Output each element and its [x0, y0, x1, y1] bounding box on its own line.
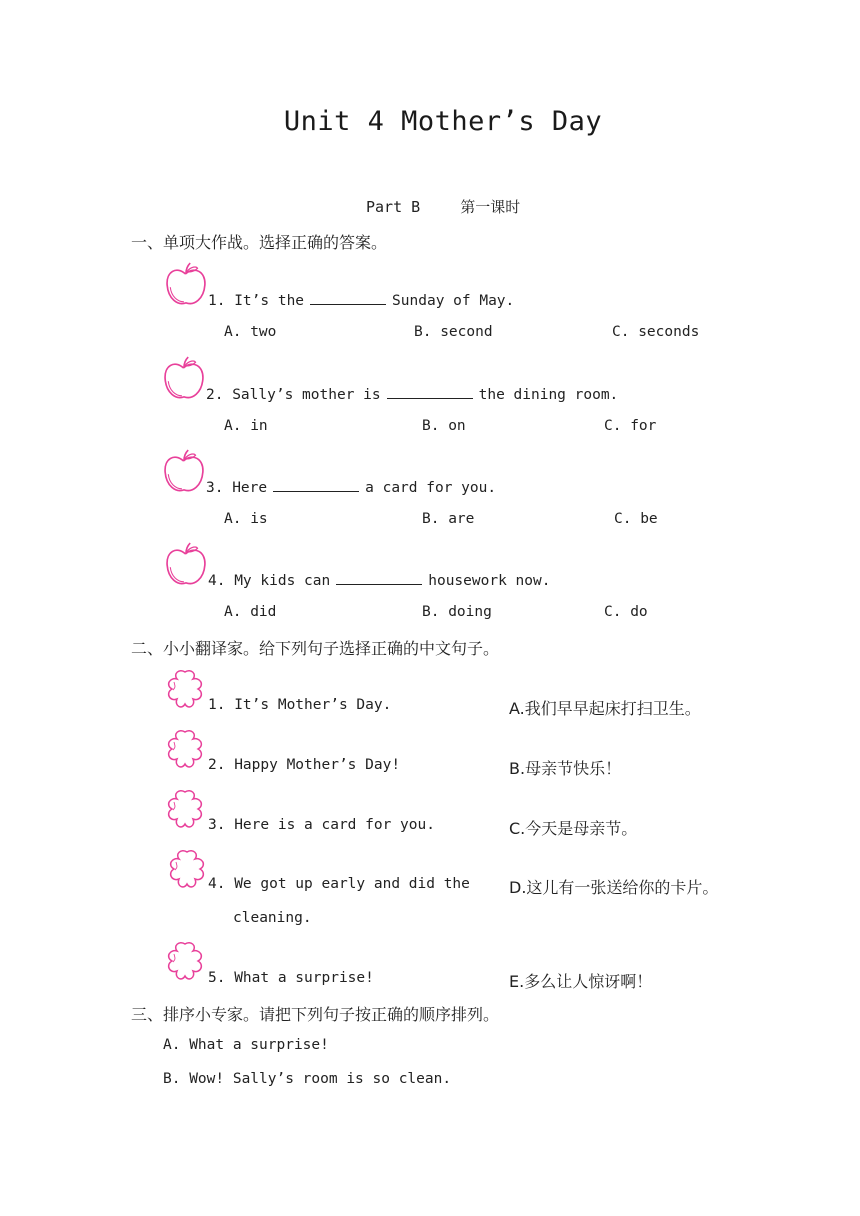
question-text-after: a card for you. — [365, 480, 497, 496]
option-a[interactable]: A. is — [224, 511, 268, 527]
answer-blank[interactable] — [387, 384, 473, 399]
question-1 — [208, 290, 514, 309]
order-item-a: A. What a surprise! — [163, 1037, 329, 1053]
question-number: 3. — [206, 480, 224, 496]
option-a[interactable]: A. in — [224, 418, 268, 434]
question-2 — [206, 384, 618, 403]
question-text-before: Here — [232, 480, 268, 496]
answer-blank[interactable] — [310, 290, 386, 305]
apple-icon — [162, 449, 206, 493]
page-title: Unit 4 Mother’s Day — [283, 106, 603, 137]
option-c[interactable]: C. seconds — [612, 324, 700, 340]
translate-item-2-english: 2. Happy Mother’s Day! — [208, 757, 401, 773]
flower-icon — [164, 940, 206, 982]
section-1-heading: 一、单项大作战。选择正确的答案。 — [131, 233, 388, 252]
option-c[interactable]: C. be — [614, 511, 658, 527]
translate-item-5-english: 5. What a surprise! — [208, 970, 374, 986]
option-c[interactable]: C. do — [604, 604, 648, 620]
lesson-name: 第一课时 — [460, 198, 521, 216]
question-4 — [208, 570, 550, 589]
option-c[interactable]: C. for — [604, 418, 657, 434]
apple-icon — [164, 542, 208, 586]
option-b[interactable]: B. doing — [422, 604, 492, 620]
option-b[interactable]: B. are — [422, 511, 475, 527]
flower-icon — [164, 728, 206, 770]
translate-item-2-chinese: B.母亲节快乐！ — [509, 759, 622, 778]
question-number: 4. — [208, 573, 226, 589]
flower-icon — [164, 788, 206, 830]
section-2-heading: 二、小小翻译家。给下列句子选择正确的中文句子。 — [131, 639, 500, 658]
option-a[interactable]: A. two — [224, 324, 277, 340]
translate-item-5-chinese: E.多么让人惊讶啊！ — [509, 972, 653, 991]
option-b[interactable]: B. second — [414, 324, 493, 340]
translate-item-4-english: 4. We got up early and did the — [208, 876, 470, 892]
part-label — [366, 196, 520, 217]
option-b[interactable]: B. on — [422, 418, 466, 434]
question-text-after: Sunday of May. — [392, 293, 515, 309]
part-name: Part B — [366, 198, 421, 216]
answer-blank[interactable] — [336, 570, 422, 585]
question-text-after: housework now. — [428, 573, 551, 589]
section-3-heading: 三、排序小专家。请把下列句子按正确的顺序排列。 — [131, 1005, 500, 1024]
order-item-b: B. Wow! Sally’s room is so clean. — [163, 1071, 452, 1087]
translate-item-3-english: 3. Here is a card for you. — [208, 817, 435, 833]
apple-icon — [162, 356, 206, 400]
flower-icon — [164, 668, 206, 710]
question-number: 2. — [206, 387, 224, 403]
question-text-before: My kids can — [234, 573, 331, 589]
question-text-after: the dining room. — [478, 387, 619, 403]
question-3 — [206, 477, 496, 496]
question-text-before: It’s the — [234, 293, 305, 309]
question-number: 1. — [208, 293, 226, 309]
translate-item-1-chinese: A.我们早早起床打扫卫生。 — [509, 699, 701, 718]
answer-blank[interactable] — [273, 477, 359, 492]
question-text-before: Sally’s mother is — [232, 387, 381, 403]
translate-item-4-chinese: D.这儿有一张送给你的卡片。 — [509, 878, 719, 897]
translate-item-3-chinese: C.今天是母亲节。 — [509, 819, 638, 838]
flower-icon — [166, 848, 208, 890]
option-a[interactable]: A. did — [224, 604, 277, 620]
translate-item-4-english-cont: cleaning. — [233, 910, 312, 926]
apple-icon — [164, 262, 208, 306]
translate-item-1-english: 1. It’s Mother’s Day. — [208, 697, 392, 713]
